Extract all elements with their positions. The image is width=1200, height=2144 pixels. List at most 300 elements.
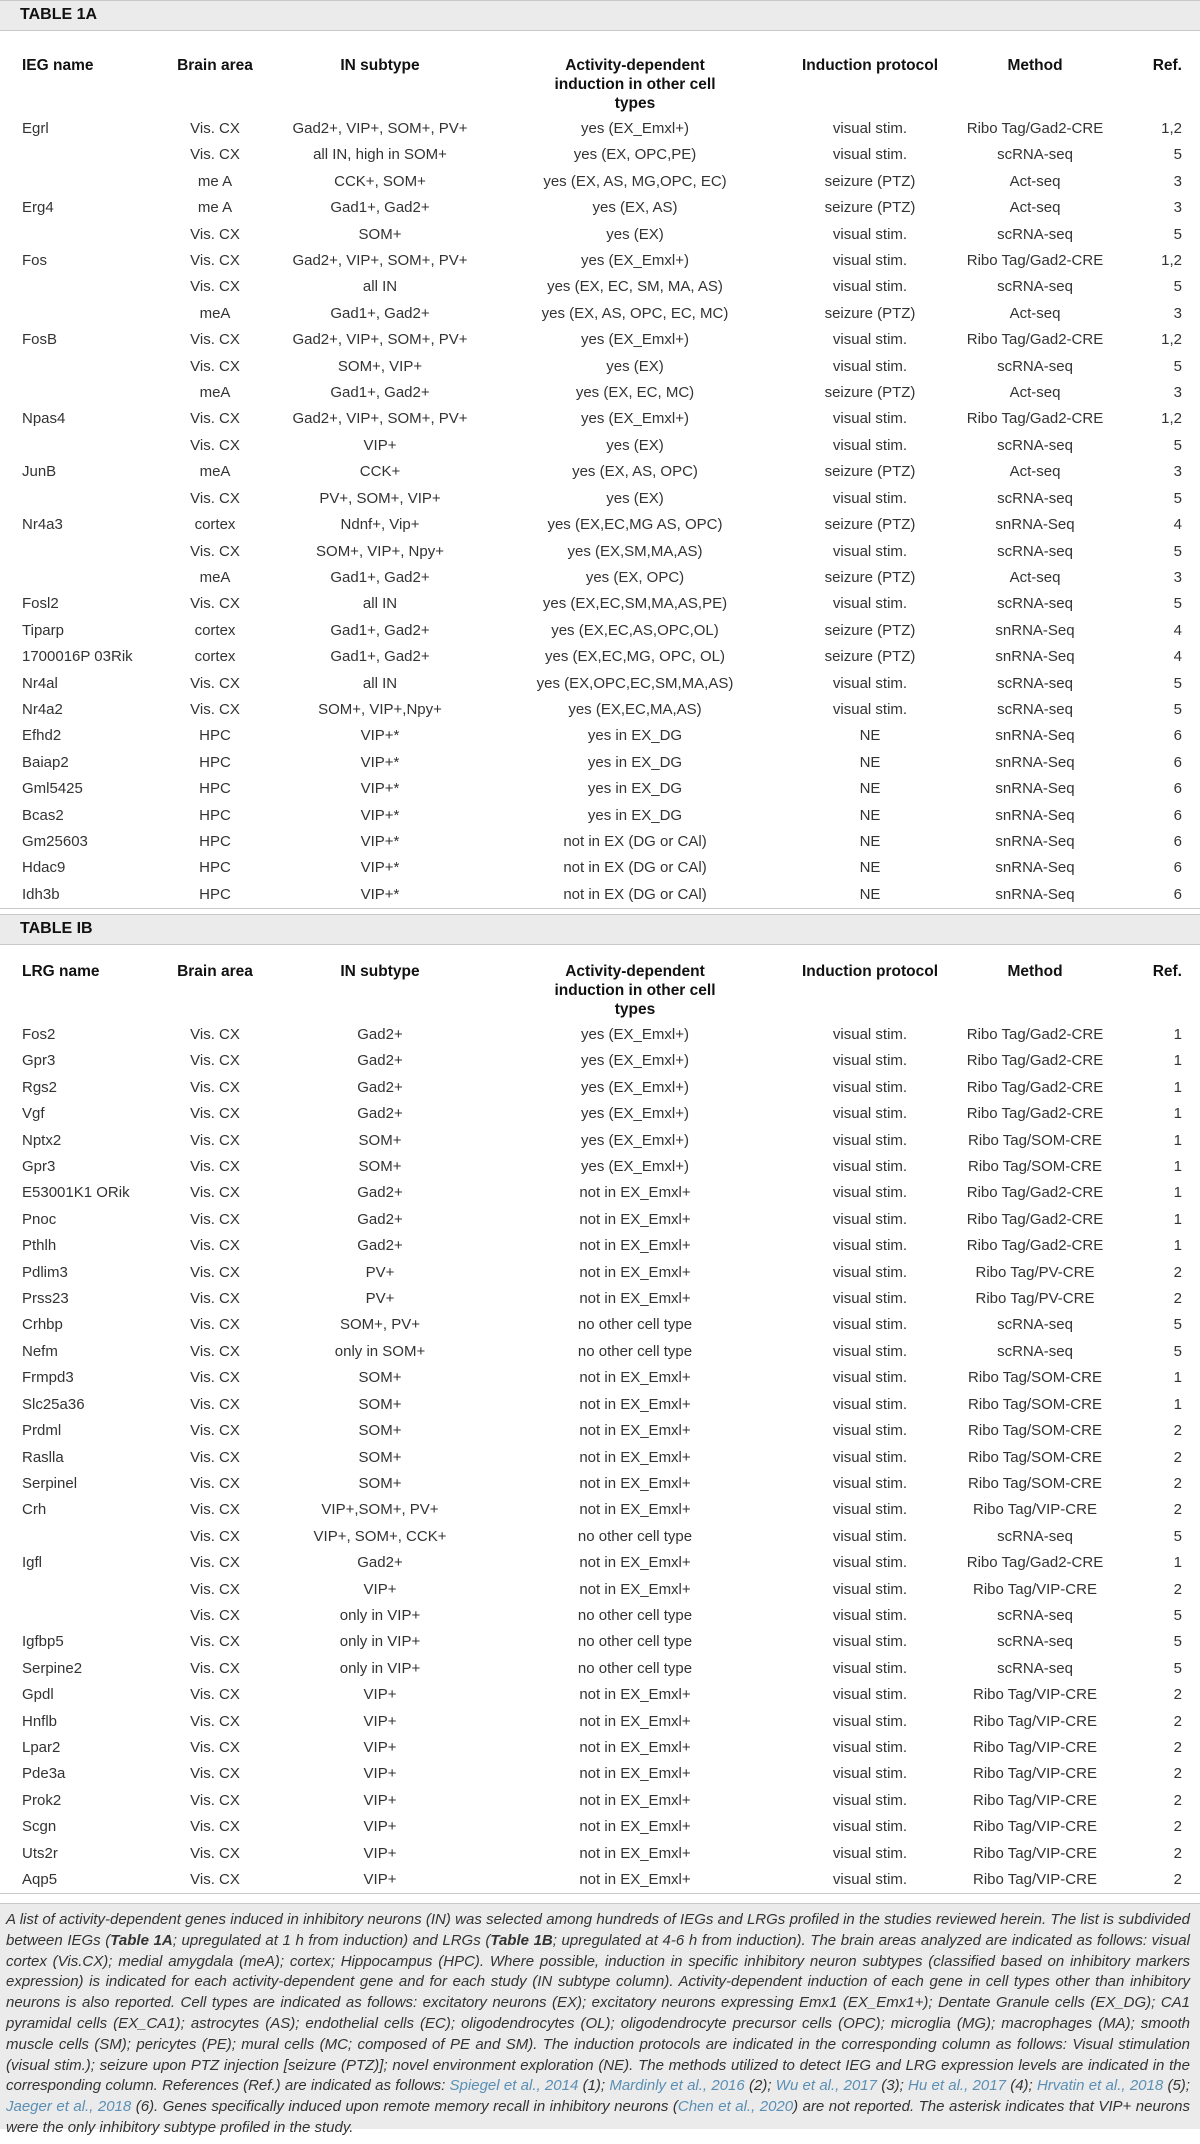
table-row — [0, 1550, 1200, 1576]
cell-induction-protocol: visual stim. — [832, 1290, 908, 1308]
cell-induction-protocol: visual stim. — [832, 542, 908, 560]
cell-ref: 6 — [1173, 753, 1182, 771]
cell-ref: 2 — [1173, 1501, 1182, 1519]
reference-link[interactable]: Hrvatin et al., 2018 — [1036, 2077, 1164, 2095]
cell-method: Act-seq — [1009, 172, 1061, 190]
cell-method: Ribo Tag/VIP-CRE — [973, 1844, 1097, 1862]
table-row — [0, 1260, 1200, 1286]
cell-induction-protocol: seizure (PTZ) — [824, 304, 916, 322]
cell-ref: 1 — [1173, 1395, 1182, 1413]
cell-induction-other-cells: yes in EX_DG — [587, 753, 683, 771]
table-row — [0, 486, 1200, 512]
cell-gene-name: Aqp5 — [0, 1867, 150, 1894]
cell-induction-other-cells: yes in EX_DG — [587, 727, 683, 745]
cell-method: Ribo Tag/SOM-CRE — [968, 1422, 1102, 1440]
cell-brain-area: HPC — [150, 882, 280, 909]
cell-brain-area: Vis. CX — [190, 1633, 240, 1651]
table-row — [0, 1233, 1200, 1259]
cell-ref: 5 — [1173, 278, 1182, 296]
cell-ref: 3 — [1173, 568, 1182, 586]
cell-ref: 5 — [1173, 1606, 1182, 1624]
cell-gene-name: Igfl — [22, 1554, 43, 1572]
table-row — [0, 222, 1200, 248]
cell-induction-protocol: visual stim. — [832, 1105, 908, 1123]
cell-method: scRNA-seq — [997, 357, 1073, 375]
cell-induction-protocol: NE — [790, 882, 950, 909]
cell-ref: 3 — [1173, 199, 1182, 217]
column-header-brain-area: Brain area — [177, 963, 253, 980]
cell-ref: 3 — [1173, 172, 1182, 190]
cell-brain-area: Vis. CX — [190, 1131, 240, 1149]
cell-induction-protocol: visual stim. — [832, 146, 908, 164]
cell-induction-protocol: visual stim. — [832, 1263, 908, 1281]
table-row — [0, 723, 1200, 749]
cell-method: Ribo Tag/VIP-CRE — [973, 1712, 1097, 1730]
cell-method: scRNA-seq — [997, 1342, 1073, 1360]
cell-brain-area: Vis. CX — [190, 357, 240, 375]
cell-in-subtype: Gad2+ — [357, 1026, 403, 1043]
cell-method: Ribo Tag/PV-CRE — [975, 1290, 1095, 1308]
cell-gene-name: Gpr3 — [22, 1052, 56, 1070]
caption-text: (4); — [1005, 2077, 1037, 2095]
cell-in-subtype: Gad2+ — [357, 1554, 403, 1572]
cell-method: Ribo Tag/Gad2-CRE — [966, 1554, 1104, 1572]
table-1a-header-row — [0, 56, 1200, 116]
cell-induction-other-cells: yes (EX_Emxl+) — [581, 1158, 689, 1176]
cell-brain-area: HPC — [199, 753, 231, 771]
cell-induction-other-cells: yes in EX_DG — [587, 780, 683, 798]
cell-method: Ribo Tag/SOM-CRE — [968, 1474, 1102, 1492]
cell-brain-area: meA — [199, 384, 231, 402]
cell-gene-name — [0, 1603, 150, 1629]
cell-in-subtype: VIP+* — [360, 859, 400, 877]
cell-induction-protocol: visual stim. — [832, 436, 908, 454]
cell-induction-other-cells: yes (EX_Emxl+) — [581, 331, 689, 349]
table-row — [0, 1735, 1200, 1761]
cell-gene-name: Raslla — [22, 1448, 64, 1466]
caption-table-1b-link[interactable]: Table 1B — [490, 1931, 553, 1949]
table-caption — [0, 1903, 1200, 2136]
cell-brain-area: cortex — [194, 648, 236, 666]
cell-ref: 3 — [1173, 304, 1182, 322]
cell-induction-other-cells: yes in EX_DG — [587, 806, 683, 824]
reference-link[interactable]: Jaeger et al., 2018 — [6, 2098, 132, 2116]
table-row — [0, 142, 1200, 168]
cell-gene-name — [0, 274, 150, 300]
cell-ref: 1 — [1173, 1105, 1182, 1123]
table-row — [0, 380, 1200, 406]
cell-induction-protocol: visual stim. — [832, 1131, 908, 1149]
cell-in-subtype: SOM+, VIP+ — [337, 357, 423, 375]
cell-brain-area: Vis. CX — [190, 1501, 240, 1519]
cell-method: Ribo Tag/Gad2-CRE — [966, 331, 1104, 349]
cell-ref: 2 — [1173, 1791, 1182, 1809]
caption-text: ; upregulated at 4-6 h from induction). The brain areas analyzed are indicated as follows: visual cortex (Vis.CX); medial amygdala (meA); cortex; Hippocampus (HPC). Where possible, induction in specific inhibitory neuron subtypes (classified based on inhibitory markers expression) is indicated for each activity-dependent gene and for each study (IN subtype column). Activity-dependent induction of each gene in cell types other than inhibitory neurons is also reported. Cell types are indicated as follows: excitatory neurons (EX); excitatory neurons expressing Emx1 (EX_Emx1+); Dentate Granule cells (EX_DG); CA1 pyramidal cells (EX_CA1); astrocytes (AS); endothelial cells (EC); oligodendrocytes (OL); oligodendrocyte precursor cells (OPC); microglia (MG); macrophages (MA); smooth muscle cells (SM); pericytes (PE); mural cells (MC; composed of PE and SM). The induction protocols are indicated in the corresponding column as follows: Visual stimulation (visual stim.); seizure upon PTZ injection [seizure (PTZ)]; novel environment exploration (NE). The methods utilized to detect IEG and LRG expression levels are indicated in the corresponding column. References (Ref.) are indicated as follows: — [6, 1931, 1190, 2095]
cell-ref: 5 — [1173, 357, 1182, 375]
cell-in-subtype: Gad2+, VIP+, SOM+, PV+ — [292, 331, 468, 349]
cell-brain-area: Vis. CX — [190, 410, 240, 428]
cell-brain-area: Vis. CX — [190, 1554, 240, 1572]
cell-method: snRNA-Seq — [995, 648, 1075, 666]
column-header-brain-area: Brain area — [177, 57, 253, 74]
cell-gene-name — [0, 222, 150, 248]
cell-in-subtype: Gad2+, VIP+, SOM+, PV+ — [292, 410, 468, 428]
cell-in-subtype: Gad1+, Gad2+ — [330, 304, 430, 322]
cell-ref: 1,2 — [1161, 252, 1182, 270]
cell-induction-other-cells: not in EX_Emxl+ — [579, 1738, 691, 1756]
cell-method: Ribo Tag/VIP-CRE — [973, 1791, 1097, 1809]
table-row — [0, 539, 1200, 565]
cell-in-subtype: SOM+ — [358, 1474, 402, 1492]
reference-link[interactable]: Hu et al., 2017 — [908, 2077, 1006, 2095]
cell-gene-name — [0, 433, 150, 459]
table-row — [0, 1788, 1200, 1814]
cell-in-subtype: CCK+ — [359, 463, 401, 481]
cell-induction-protocol: NE — [859, 806, 881, 824]
cell-gene-name: Crhbp — [22, 1316, 63, 1334]
cell-induction-other-cells: yes (EX) — [606, 225, 664, 243]
cell-ref: 6 — [1173, 806, 1182, 824]
cell-brain-area: Vis. CX — [190, 1659, 240, 1677]
table-1a-body — [0, 116, 1200, 909]
cell-gene-name: Fos2 — [22, 1026, 56, 1043]
cell-brain-area: HPC — [199, 859, 231, 877]
cell-induction-protocol: seizure (PTZ) — [824, 516, 916, 534]
cell-gene-name: Nptx2 — [22, 1131, 62, 1149]
cell-in-subtype: VIP+ — [363, 1580, 397, 1598]
cell-brain-area: Vis. CX — [190, 1580, 240, 1598]
cell-induction-other-cells: not in EX_Emxl+ — [579, 1422, 691, 1440]
cell-induction-protocol: visual stim. — [832, 1738, 908, 1756]
cell-gene-name — [0, 354, 150, 380]
cell-ref: 2 — [1173, 1765, 1182, 1783]
table-row — [0, 1867, 1200, 1894]
cell-ref: 1 — [1173, 1026, 1182, 1043]
cell-gene-name: Gpr3 — [22, 1158, 56, 1176]
cell-in-subtype: SOM+ — [358, 1448, 402, 1466]
column-header-induction-protocol: Induction protocol — [801, 57, 939, 74]
reference-link[interactable]: Wu et al., 2017 — [775, 2077, 877, 2095]
cell-ref: 2 — [1173, 1290, 1182, 1308]
cell-gene-name: E53001K1 ORik — [22, 1184, 130, 1202]
table-row — [0, 274, 1200, 300]
cell-induction-other-cells: yes (EX, EC, SM, MA, AS) — [547, 278, 723, 296]
cell-gene-name: Baiap2 — [22, 753, 69, 771]
cell-brain-area: me A — [197, 199, 233, 217]
cell-induction-protocol: visual stim. — [832, 489, 908, 507]
cell-induction-other-cells: yes (EX,OPC,EC,SM,MA,AS) — [536, 674, 734, 692]
cell-brain-area: Vis. CX — [190, 1237, 240, 1255]
caption-text: (5); — [1163, 2077, 1190, 2095]
cell-method: scRNA-seq — [997, 700, 1073, 718]
cell-method: Ribo Tag/Gad2-CRE — [966, 1052, 1104, 1070]
table-1b — [0, 962, 1200, 1894]
cell-induction-other-cells: not in EX_Emxl+ — [579, 1263, 691, 1281]
cell-gene-name: Slc25a36 — [22, 1395, 85, 1413]
cell-in-subtype: Gad1+, Gad2+ — [330, 199, 430, 217]
cell-ref: 6 — [1173, 780, 1182, 798]
cell-brain-area: Vis. CX — [190, 252, 240, 270]
cell-in-subtype: VIP+ — [363, 436, 397, 454]
cell-gene-name: Erg4 — [22, 199, 54, 217]
cell-in-subtype: Gad1+, Gad2+ — [330, 384, 430, 402]
cell-induction-other-cells: not in EX_Emxl+ — [579, 1474, 691, 1492]
cell-ref: 1 — [1173, 1158, 1182, 1176]
cell-induction-protocol: visual stim. — [832, 120, 908, 137]
cell-gene-name — [0, 539, 150, 565]
cell-in-subtype: PV+, SOM+, VIP+ — [319, 489, 441, 507]
table-row — [0, 591, 1200, 617]
cell-gene-name: Serpinel — [22, 1474, 78, 1492]
table-row — [0, 855, 1200, 881]
table-1a-title: TABLE 1A — [20, 6, 98, 23]
cell-induction-protocol: visual stim. — [832, 1237, 908, 1255]
cell-induction-protocol: seizure (PTZ) — [824, 463, 916, 481]
cell-gene-name — [0, 142, 150, 168]
cell-method: Act-seq — [1009, 463, 1061, 481]
cell-ref: 1 — [1173, 1078, 1182, 1096]
cell-gene-name: Pthlh — [22, 1237, 57, 1255]
table-1b-header-row — [0, 962, 1200, 1022]
cell-in-subtype: SOM+ — [358, 225, 402, 243]
cell-ref: 5 — [1173, 542, 1182, 560]
cell-ref: 2 — [1120, 1867, 1200, 1894]
cell-brain-area: Vis. CX — [190, 542, 240, 560]
cell-induction-other-cells: yes (EX, AS, MG,OPC, EC) — [543, 172, 727, 190]
cell-method: scRNA-seq — [997, 278, 1073, 296]
cell-brain-area: HPC — [199, 780, 231, 798]
cell-ref: 5 — [1173, 700, 1182, 718]
cell-ref: 1 — [1173, 1131, 1182, 1149]
cell-induction-other-cells: yes (EX, EC, MC) — [575, 384, 695, 402]
cell-brain-area: Vis. CX — [190, 1712, 240, 1730]
cell-in-subtype: VIP+ — [363, 1738, 397, 1756]
cell-method: Ribo Tag/VIP-CRE — [973, 1818, 1097, 1836]
cell-method: Ribo Tag/VIP-CRE — [950, 1867, 1120, 1894]
cell-method: snRNA-Seq — [995, 780, 1075, 798]
cell-gene-name: Efhd2 — [22, 727, 62, 745]
cell-ref: 2 — [1173, 1844, 1182, 1862]
cell-in-subtype: SOM+ — [358, 1131, 402, 1149]
cell-induction-protocol: visual stim. — [832, 1158, 908, 1176]
cell-ref: 4 — [1173, 648, 1182, 666]
cell-brain-area: Vis. CX — [190, 1290, 240, 1308]
cell-gene-name: Pdlim3 — [22, 1263, 68, 1281]
cell-ref: 2 — [1173, 1580, 1182, 1598]
cell-in-subtype: Gad2+ — [357, 1105, 403, 1123]
caption-text: (2); — [744, 2077, 776, 2095]
reference-link[interactable]: Mardinly et al., 2016 — [609, 2077, 745, 2095]
cell-induction-other-cells: yes (EX,EC,MA,AS) — [568, 700, 702, 718]
cell-in-subtype: only in VIP+ — [339, 1606, 421, 1624]
cell-method: snRNA-Seq — [995, 727, 1075, 745]
table-row — [0, 803, 1200, 829]
cell-in-subtype: CCK+, SOM+ — [334, 172, 426, 190]
cell-ref: 1 — [1173, 1210, 1182, 1228]
cell-induction-protocol: visual stim. — [832, 1791, 908, 1809]
cell-method: scRNA-seq — [997, 1659, 1073, 1677]
cell-induction-other-cells: not in EX (DG or CAl) — [563, 859, 707, 877]
cell-induction-other-cells: yes (EX_Emxl+) — [581, 1026, 689, 1043]
cell-ref: 1 — [1173, 1554, 1182, 1572]
cell-induction-other-cells: yes (EX_Emxl+) — [581, 1131, 689, 1149]
cell-gene-name: Npas4 — [22, 410, 66, 428]
table-1a-header-bar — [0, 0, 1200, 31]
table-row — [0, 1841, 1200, 1867]
cell-induction-protocol: NE — [859, 859, 881, 877]
cell-ref: 1,2 — [1161, 120, 1182, 137]
cell-brain-area: Vis. CX — [190, 1686, 240, 1704]
cell-ref: 1,2 — [1161, 410, 1182, 428]
cell-induction-protocol: visual stim. — [832, 410, 908, 428]
cell-in-subtype: Gad2+ — [357, 1210, 403, 1228]
cell-gene-name — [0, 301, 150, 327]
cell-induction-protocol: visual stim. — [832, 1606, 908, 1624]
table-row — [0, 1048, 1200, 1074]
caption-table-1a-link[interactable]: Table 1A — [110, 1931, 173, 1949]
cell-brain-area: Vis. CX — [190, 489, 240, 507]
cell-method: Ribo Tag/SOM-CRE — [968, 1395, 1102, 1413]
cell-induction-other-cells: not in EX_Emxl+ — [579, 1448, 691, 1466]
cell-induction-other-cells: not in EX_Emxl+ — [579, 1184, 691, 1202]
table-row — [0, 301, 1200, 327]
cell-induction-protocol: seizure (PTZ) — [824, 172, 916, 190]
table-row — [0, 1471, 1200, 1497]
column-header-induction-other-cells: Activity-dependent induction in other cell types — [554, 963, 716, 1018]
cell-gene-name: Scgn — [22, 1818, 57, 1836]
cell-induction-other-cells: not in EX_Emxl+ — [579, 1765, 691, 1783]
table-row — [0, 882, 1200, 909]
cell-ref: 1 — [1173, 1369, 1182, 1387]
cell-brain-area: Vis. CX — [190, 1052, 240, 1070]
table-row — [0, 1075, 1200, 1101]
cell-in-subtype: VIP+ — [363, 1686, 397, 1704]
cell-ref: 1,2 — [1161, 331, 1182, 349]
cell-ref: 3 — [1173, 463, 1182, 481]
cell-induction-protocol: visual stim. — [832, 1765, 908, 1783]
column-header-ref: Ref. — [1152, 963, 1182, 980]
cell-gene-name: Frmpd3 — [22, 1369, 74, 1387]
cell-method: Ribo Tag/SOM-CRE — [968, 1131, 1102, 1149]
cell-gene-name: Hdac9 — [22, 859, 66, 877]
cell-induction-protocol: visual stim. — [790, 1867, 950, 1894]
cell-in-subtype: SOM+ — [358, 1369, 402, 1387]
table-row — [0, 116, 1200, 142]
cell-gene-name — [0, 380, 150, 406]
table-row — [0, 1128, 1200, 1154]
cell-gene-name: FosB — [22, 331, 58, 349]
cell-induction-other-cells: yes (EX,SM,MA,AS) — [567, 542, 703, 560]
cell-brain-area: Vis. CX — [190, 1606, 240, 1624]
table-row — [0, 406, 1200, 432]
column-header-gene-name: LRG name — [22, 963, 100, 980]
reference-link[interactable]: Spiegel et al., 2014 — [449, 2077, 579, 2095]
cell-ref: 2 — [1173, 1686, 1182, 1704]
table-row — [0, 1656, 1200, 1682]
table-row — [0, 1207, 1200, 1233]
cell-induction-protocol: visual stim. — [832, 1474, 908, 1492]
table-row — [0, 697, 1200, 723]
cell-brain-area: Vis. CX — [150, 1867, 280, 1894]
cell-method: Ribo Tag/Gad2-CRE — [966, 1210, 1104, 1228]
cell-in-subtype: Gad1+, Gad2+ — [330, 648, 430, 666]
cell-method: snRNA-Seq — [995, 859, 1075, 877]
cell-induction-other-cells: yes (EX,EC,SM,MA,AS,PE) — [542, 595, 728, 613]
cell-in-subtype: VIP+* — [360, 753, 400, 771]
cell-induction-other-cells: yes (EX, AS, OPC, EC, MC) — [541, 304, 729, 322]
cell-induction-protocol: visual stim. — [832, 1501, 908, 1519]
cell-gene-name: Serpine2 — [22, 1659, 83, 1677]
cell-induction-other-cells: not in EX_Emxl+ — [579, 1580, 691, 1598]
table-row — [0, 1286, 1200, 1312]
table-row — [0, 1497, 1200, 1523]
cell-induction-other-cells: not in EX (DG or CAl) — [480, 882, 790, 909]
cell-induction-protocol: visual stim. — [832, 1633, 908, 1651]
cell-method: Act-seq — [1009, 304, 1061, 322]
cell-induction-protocol: visual stim. — [832, 1369, 908, 1387]
cell-induction-other-cells: yes (EX,EC,AS,OPC,OL) — [551, 621, 719, 639]
cell-ref: 5 — [1173, 1659, 1182, 1677]
cell-induction-protocol: seizure (PTZ) — [824, 648, 916, 666]
reference-link[interactable]: Chen et al., 2020 — [677, 2098, 794, 2116]
cell-brain-area: Vis. CX — [190, 331, 240, 349]
cell-brain-area: Vis. CX — [190, 1158, 240, 1176]
cell-induction-other-cells: yes (EX_Emxl+) — [581, 1078, 689, 1096]
cell-in-subtype: only in VIP+ — [339, 1633, 421, 1651]
cell-method: Ribo Tag/Gad2-CRE — [966, 1237, 1104, 1255]
cell-induction-protocol: seizure (PTZ) — [824, 384, 916, 402]
cell-brain-area: Vis. CX — [190, 1844, 240, 1862]
cell-in-subtype: PV+ — [365, 1263, 395, 1281]
cell-brain-area: Vis. CX — [190, 1369, 240, 1387]
cell-induction-protocol: visual stim. — [832, 1184, 908, 1202]
table-1b-header-bar — [0, 914, 1200, 945]
cell-gene-name: Prok2 — [22, 1791, 62, 1809]
cell-induction-protocol: visual stim. — [832, 1395, 908, 1413]
column-header-induction-protocol: Induction protocol — [801, 963, 939, 980]
cell-method: scRNA-seq — [997, 595, 1073, 613]
table-row — [0, 354, 1200, 380]
caption-text: ; upregulated at 1 h from induction) and LRGs ( — [172, 1931, 491, 1949]
cell-induction-protocol: visual stim. — [832, 331, 908, 349]
table-row — [0, 1761, 1200, 1787]
table-row — [0, 644, 1200, 670]
cell-in-subtype: SOM+, PV+ — [339, 1316, 421, 1334]
cell-induction-other-cells: not in EX_Emxl+ — [579, 1210, 691, 1228]
cell-in-subtype: VIP+,SOM+, PV+ — [321, 1501, 439, 1519]
cell-ref: 4 — [1173, 621, 1182, 639]
table-row — [0, 248, 1200, 274]
cell-method: Ribo Tag/Gad2-CRE — [966, 1078, 1104, 1096]
table-row — [0, 1603, 1200, 1629]
table-row — [0, 1101, 1200, 1127]
cell-gene-name: Prdml — [22, 1422, 62, 1440]
table-row — [0, 1418, 1200, 1444]
cell-induction-protocol: visual stim. — [832, 1554, 908, 1572]
cell-brain-area: Vis. CX — [190, 1078, 240, 1096]
table-row — [0, 433, 1200, 459]
cell-brain-area: Vis. CX — [190, 436, 240, 454]
cell-method: Ribo Tag/Gad2-CRE — [966, 252, 1104, 270]
cell-in-subtype: Gad2+, VIP+, SOM+, PV+ — [292, 120, 468, 137]
table-row — [0, 459, 1200, 485]
cell-ref: 2 — [1173, 1712, 1182, 1730]
cell-in-subtype: SOM+, VIP+,Npy+ — [318, 700, 442, 718]
cell-in-subtype: VIP+ — [363, 1765, 397, 1783]
cell-gene-name: Igfbp5 — [22, 1633, 64, 1651]
cell-induction-protocol: NE — [859, 753, 881, 771]
table-row — [0, 565, 1200, 591]
